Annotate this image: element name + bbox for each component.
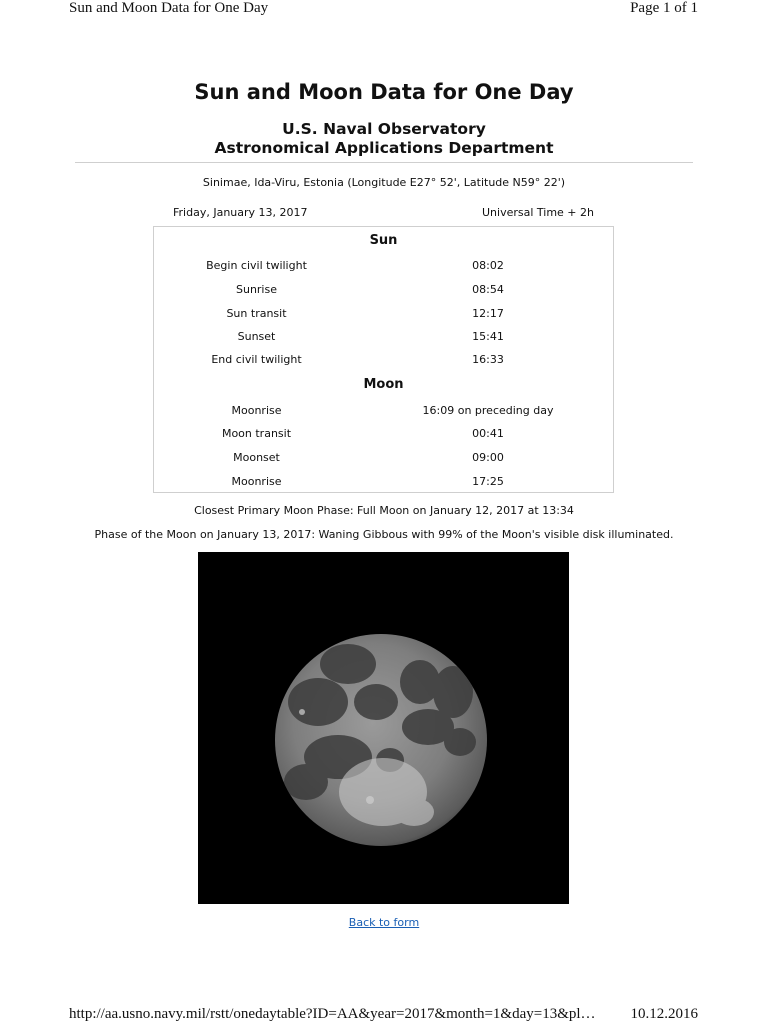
print-header-title: Sun and Moon Data for One Day: [69, 0, 269, 16]
event-label: Moonrise: [231, 404, 282, 417]
print-footer-url: http://aa.usno.navy.mil/rstt/onedaytable?ID=AA&year=2017&month=1&day=13&pl…: [69, 1006, 596, 1022]
print-footer-date: 10.12.2016: [630, 1006, 698, 1022]
current-moon-phase: Phase of the Moon on January 13, 2017: Waning Gibbous with 99% of the Moon's visible disk illuminated.: [94, 528, 674, 541]
page-title: Sun and Moon Data for One Day: [194, 80, 574, 104]
event-time: 16:09 on preceding day: [422, 404, 554, 417]
sun-moon-table: [153, 226, 614, 493]
table-row: [154, 353, 613, 367]
event-time: 00:41: [472, 427, 504, 440]
event-label: Moonrise: [231, 475, 282, 488]
back-to-form-link[interactable]: Back to form: [348, 916, 420, 929]
event-label: End civil twilight: [211, 353, 302, 366]
print-footer: [69, 1006, 698, 1023]
event-time: 08:54: [472, 283, 504, 296]
event-time: 17:25: [472, 475, 504, 488]
moon-phase-image: [198, 552, 569, 904]
event-label: Begin civil twilight: [206, 259, 307, 272]
table-row: [154, 330, 613, 344]
event-time: 12:17: [472, 307, 504, 320]
date-line: [173, 206, 594, 219]
table-row: [154, 307, 613, 321]
location-line: Sinimae, Ida-Viru, Estonia (Longitude E27° 52', Latitude N59° 22'): [202, 176, 566, 189]
divider: [75, 162, 693, 163]
event-time: 08:02: [472, 259, 504, 272]
event-time: 09:00: [472, 451, 504, 464]
event-label: Sun transit: [226, 307, 287, 320]
sun-section-heading: Sun: [369, 233, 398, 248]
moon-illustration: [198, 552, 569, 904]
event-time: 16:33: [472, 353, 504, 366]
event-label: Moon transit: [221, 427, 292, 440]
event-label: Moonset: [233, 451, 280, 464]
organization-heading: [0, 120, 768, 158]
event-time: 15:41: [472, 330, 504, 343]
event-label: Sunrise: [235, 283, 277, 296]
table-row: [154, 475, 613, 489]
closest-primary-phase: Closest Primary Moon Phase: Full Moon on January 12, 2017 at 13:34: [194, 504, 574, 517]
date-label: Friday, January 13, 2017: [173, 206, 308, 219]
table-row: [154, 283, 613, 297]
print-header-page: Page 1 of 1: [630, 0, 698, 16]
table-row: [154, 427, 613, 441]
print-header: [69, 0, 698, 17]
department-name: Astronomical Applications Department: [214, 139, 554, 157]
organization-name: U.S. Naval Observatory: [282, 120, 486, 138]
table-row: [154, 404, 613, 418]
back-link-container: [0, 916, 768, 929]
event-label: Sunset: [237, 330, 276, 343]
table-row: [154, 451, 613, 465]
table-row: [154, 259, 613, 273]
time-zone-label: Universal Time + 2h: [481, 206, 594, 219]
moon-section-heading: Moon: [363, 377, 404, 392]
